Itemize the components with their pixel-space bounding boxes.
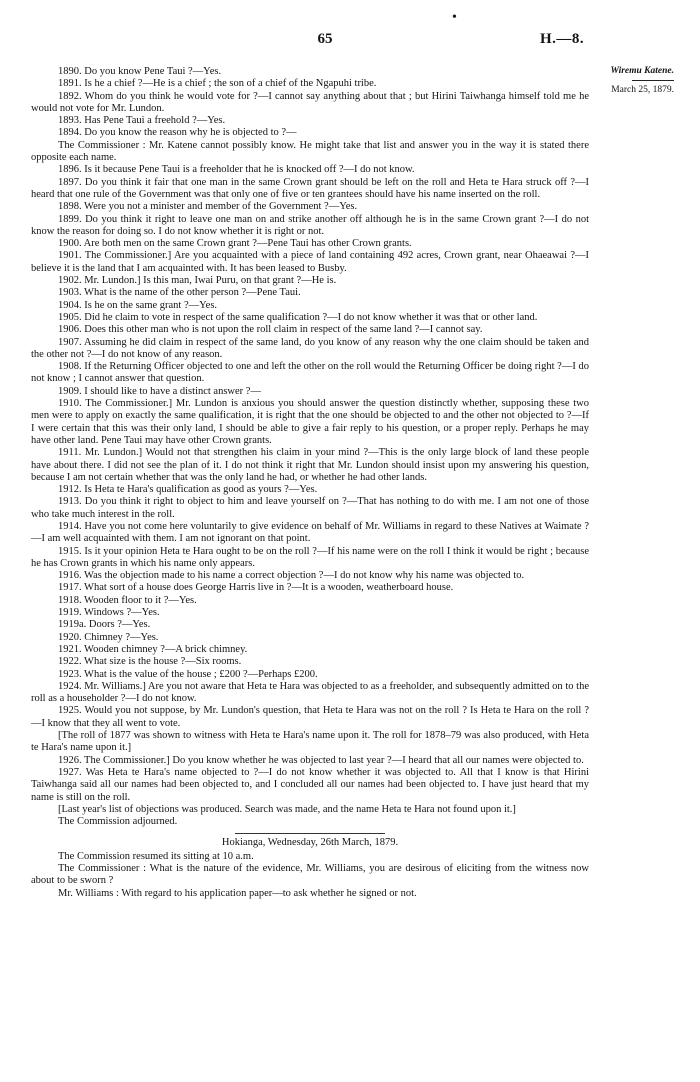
paragraph: 1919a. Doors ?—Yes.	[58, 619, 151, 631]
paragraph: 1898. Were you not a minister and member of the Government ?—Yes.	[58, 201, 358, 213]
paragraph: 1920. Chimney ?—Yes.	[58, 631, 159, 643]
paragraph: 1915. Is it your opinion Heta te Hara ought to be on the roll ?—If his name were on the roll I think it would be right ; because he has Crown grants in which his name only appears.	[31, 545, 589, 569]
paragraph: 1896. Is it because Pene Taui is a freeholder that he is knocked off ?—I do not know.	[58, 164, 415, 176]
paragraph: 1918. Wooden floor to it ?—Yes.	[58, 594, 197, 606]
paragraph: 1892. Whom do you think he would vote for ?—I cannot say anything about that ; but Hirini Taiwhanga himself told me he would not vote for Mr. Lundon.	[31, 90, 589, 114]
paragraph: 1900. Are both men on the same Crown grant ?—Pene Taui has other Crown grants.	[58, 238, 412, 250]
paragraph: 1910. The Commissioner.] Mr. Lundon is anxious you should answer the question distinctly whether, supposing these two men were to apply on exactly the same qualification, it is right that the one should be objected to and the other not objected to ?—If I were certain that this was their only land, I should be able to give a fair reply to his question, or a proper reply. Perhaps he may have other land. Pene Taui may have other Crown grants.	[31, 398, 589, 446]
testimony-paragraphs	[31, 66, 589, 828]
paragraph: 1911. Mr. Lundon.] Would not that strengthen his claim in your mind ?—This is the only large block of land these people have about there. I did not see the plan of it. I do not think it right that Mr. Lundon should insist upon my answering his question, because I am not certain whether that was the only land he had, or whether he had other lands.	[31, 447, 589, 483]
paragraph: 1927. Was Heta te Hara's name objected to ?—I do not know whether it was objected to. All that I know is that Hirini Taiwhanga said all our names had been objected to, and I concluded all our names had been objected to. I have just heard that my name is still on the roll.	[31, 766, 589, 803]
paragraph: 1905. Did he claim to vote in respect of the same qualification ?—I do not know whether it was that or other land.	[58, 311, 538, 323]
paragraph: 1907. Assuming he did claim in respect of the same land, do you know of any reason why the one claim should be taken and the other not ?—I do not know of any reason.	[31, 336, 589, 360]
paragraph: 1926. The Commissioner.] Do you know whether he was objected to last year ?—I heard that all our names were objected to.	[58, 754, 584, 766]
paragraph: 1917. What sort of a house does George Harris live in ?—It is a wooden, weatherboard house.	[58, 582, 454, 594]
paragraph: 1906. Does this other man who is not upon the roll claim in respect of the same land ?—I cannot say.	[58, 324, 483, 336]
paragraph: 1925. Would you not suppose, by Mr. Lundon's question, that Heta te Hara was not on the roll ? Is Heta te Hara on the roll ?—I know that they all went to vote.	[31, 705, 589, 729]
paragraph: 1916. Was the objection made to his name a correct objection ?—I do not know why his name was objected to.	[58, 570, 525, 582]
paragraph: Mr. Williams : With regard to his application paper—to ask whether he signed or not.	[58, 887, 417, 899]
paragraph: 1891. Is he a chief ?—He is a chief ; the son of a chief of the Ngapuhi tribe.	[58, 78, 377, 90]
paragraph: 1897. Do you think it fair that one man in the same Crown grant should be left on the roll and Heta te Hara struck off ?—I heard that one rule of the Government was that only one of five or ten grantees should have his name inserted on the roll.	[31, 176, 589, 200]
paragraph: The Commissioner : Mr. Katene cannot possibly know. He might take that list and answer you in the way it is stated there opposite each name.	[31, 139, 589, 164]
paragraph: [Last year's list of objections was produced. Search was made, and the name Heta te Hara not found upon it.]	[58, 803, 516, 815]
paragraph: 1912. Is Heta te Hara's qualification as good as yours ?—Yes.	[58, 484, 318, 496]
paragraph: 1902. Mr. Lundon.] Is this man, Iwai Puru, on that grant ?—He is.	[58, 275, 337, 287]
testimony-date: March 25, 1879.	[611, 85, 674, 95]
page-mark: •	[452, 10, 457, 25]
paragraph: 1890. Do you know Pene Taui ?—Yes.	[58, 66, 222, 77]
paragraph: 1904. Is he on the same grant ?—Yes.	[58, 299, 218, 311]
paragraph: 1909. I should like to have a distinct answer ?—	[58, 385, 261, 397]
witness-name: Wiremu Katene.	[610, 66, 674, 76]
section-divider	[235, 833, 385, 834]
body-text	[31, 66, 589, 900]
margin-divider	[632, 80, 674, 81]
paragraph: 1924. Mr. Williams.] Are you not aware that Heta te Hara was objected to as a freeholder, and subsequently admitted on to the roll as a householder ?—I do not know.	[31, 680, 589, 705]
paragraph: 1903. What is the name of the other person ?—Pene Taui.	[58, 287, 301, 299]
paragraph: 1923. What is the value of the house ; £200 ?—Perhaps £200.	[58, 668, 318, 680]
paragraph: The Commission resumed its sitting at 10 a.m.	[58, 850, 254, 862]
page-number: 65	[317, 31, 333, 47]
paragraph: 1922. What size is the house ?—Six rooms.	[58, 656, 242, 668]
paragraph: 1921. Wooden chimney ?—A brick chimney.	[58, 643, 248, 655]
session-paragraphs	[31, 851, 589, 900]
paragraph: 1893. Has Pene Taui a freehold ?—Yes.	[58, 115, 226, 127]
paragraph: 1908. If the Returning Officer objected to one and left the other on the roll would the Returning Officer be doing right ?—I do not know ; I cannot answer that question.	[31, 361, 589, 385]
paragraph: 1894. Do you know the reason why he is objected to ?—	[58, 127, 297, 139]
margin-note	[594, 64, 674, 97]
paragraph: 1914. Have you not come here voluntarily to give evidence on behalf of Mr. Williams in regard to these Natives at Waimate ?—I am well acquainted with them. I am not ignorant on that point.	[31, 520, 589, 545]
paragraph: The Commissioner : What is the nature of the evidence, Mr. Williams, you are desirous of eliciting from the witness now about to be sworn ?	[31, 863, 589, 887]
section-heading: Hokianga, Wednesday, 26th March, 1879.	[221, 837, 399, 849]
series-code: H.—8.	[540, 31, 585, 47]
paragraph: 1901. The Commissioner.] Are you acquainted with a piece of land containing 492 acres, Crown grant, near Ohaeawai ?—I believe it is the land that I am acquainted with. It has been leased to Busby.	[31, 250, 589, 274]
paragraph: 1913. Do you think it right to object to him and leave yourself on ?—That has nothing to do with me. I am not one of those who take much interest in the roll.	[31, 496, 589, 520]
paragraph: [The roll of 1877 was shown to witness with Heta te Hara's name upon it. The roll for 1878–79 was also produced, with Heta te Hara's name upon it.]	[31, 730, 589, 754]
paragraph: 1899. Do you think it right to leave one man on and strike another off although he is in the same Crown grant ?—I do not know the reason for doing so. I do not know whether it is right or not.	[31, 213, 589, 237]
paragraph: The Commission adjourned.	[58, 816, 178, 828]
paragraph: 1919. Windows ?—Yes.	[58, 607, 160, 619]
